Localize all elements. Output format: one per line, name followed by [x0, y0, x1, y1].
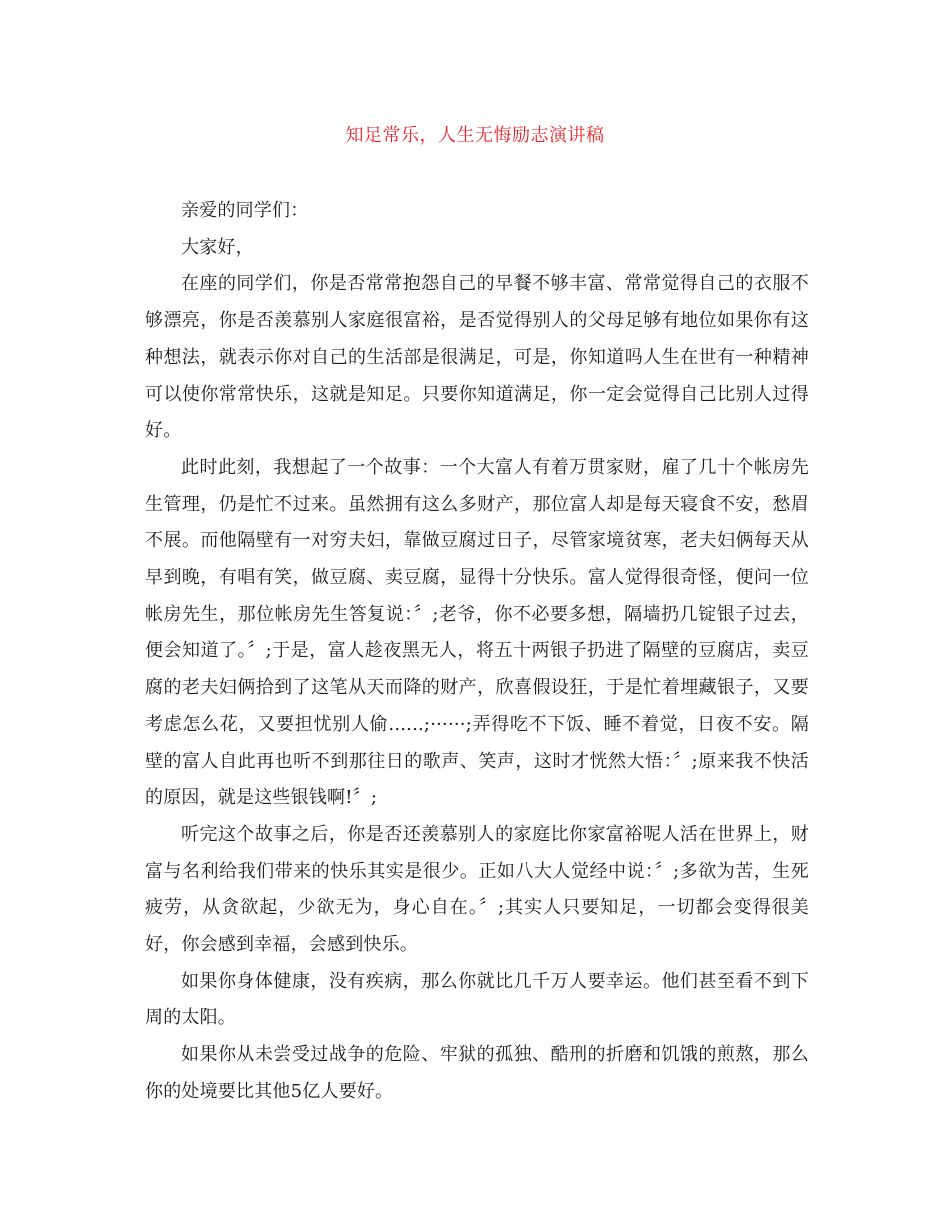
body-paragraph: 如果你身体健康，没有疾病，那么你就比几千万人要幸运。他们甚至看不到下周的太阳。: [145, 970, 809, 1029]
salutation-paragraph: 大家好，: [181, 236, 254, 258]
greeting-paragraph: 亲爱的同学们：: [181, 200, 309, 221]
document-body: [145, 193, 809, 1111]
document-title: 知足常乐，人生无悔励志演讲稿: [345, 125, 605, 146]
body-paragraph: 听完这个故事之后，你是否还羡慕别人的家庭比你家富裕呢人活在世界上，财富与名利给我们带来的快乐其实是很少。正如八大人觉经中说：〞;多欲为苦，生死疲劳，从贪欲起，少欲无为，身心自在。〞;其实人只要知足，一切都会变得很美好，你会感到幸福，会感到快乐。: [145, 823, 809, 956]
body-paragraph: 在座的同学们，你是否常常抱怨自己的早餐不够丰富、常常觉得自己的衣服不够漂亮，你是否羡慕别人家庭很富裕，是否觉得别人的父母足够有地位如果你有这种想法，就表示你对自己的生活部是很满足，可是，你知道吗人生在世有一种精神可以使你常常快乐，这就是知足。只要你知道满足，你一定会觉得自己比别人过得好。: [145, 273, 809, 442]
body-paragraph: 如果你从未尝受过战争的危险、牢狱的孤独、酷刑的折磨和饥饿的煎熬，那么你的处境要比其他5亿人要好。: [145, 1044, 809, 1102]
body-paragraph: 此时此刻，我想起了一个故事：一个大富人有着万贯家财，雇了几十个帐房先生管理，仍是忙不过来。虽然拥有这么多财产，那位富人却是每天寝食不安，愁眉不展。而他隔壁有一对穷夫妇，靠做豆腐过日子，尽管家境贫寒，老夫妇俩每天从早到晚，有唱有笑，做豆腐、卖豆腐，显得十分快乐。富人觉得很奇怪，便问一位帐房先生，那位帐房先生答复说：〞;老爷，你不必要多想，隔墙扔几锭银子过去，便会知道了。〞;于是，富人趁夜黑无人，将五十两银子扔进了隔壁的豆腐店，卖豆腐的老夫妇俩拾到了这笔从天而降的财产，欣喜假设狂，于是忙着埋藏银子，又要考虑怎么花，又要担忧别人偷......;······;弄得吃不下饭、睡不着觉，日夜不安。隔壁的富人自此再也听不到那往日的歌声、笑声，这时才恍然大悟：〞;原来我不快活的原因，就是这些银钱啊!〞;: [145, 456, 809, 809]
